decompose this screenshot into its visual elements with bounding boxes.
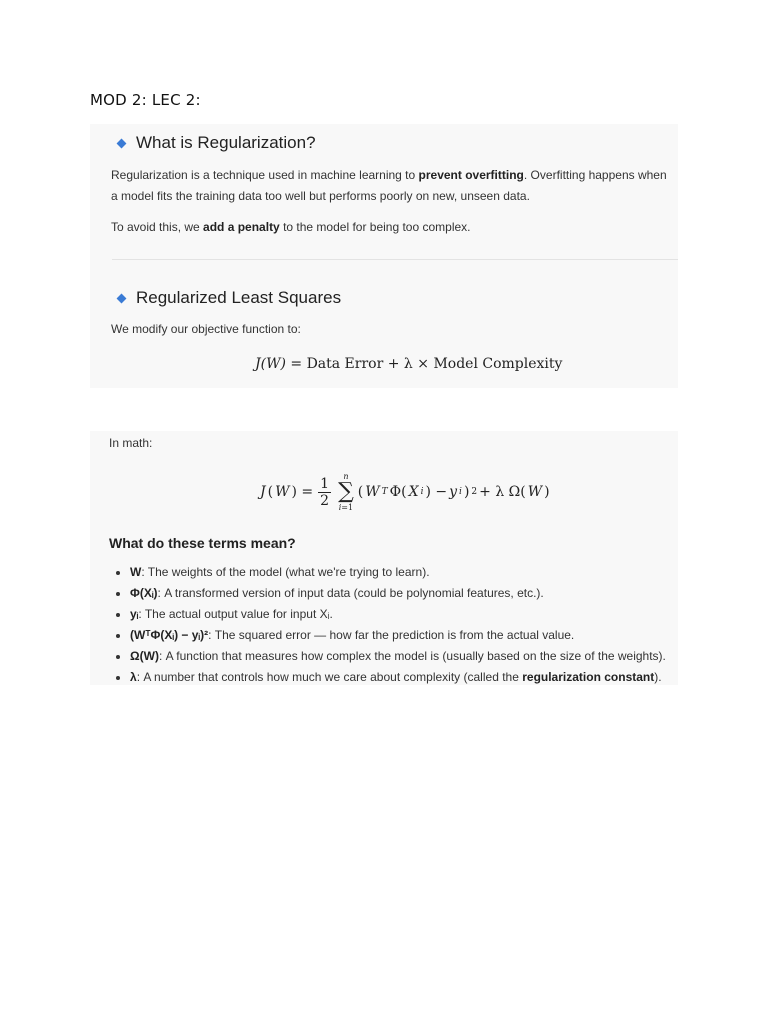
diamond-bullet-icon (117, 293, 127, 303)
term: W (130, 565, 142, 579)
list-item (111, 562, 671, 583)
desc: : The actual output value for input Xᵢ. (138, 607, 333, 621)
list-item (111, 646, 671, 667)
desc: : The weights of the model (what we're trying to learn). (141, 565, 430, 579)
bold-text: add a penalty (203, 220, 280, 234)
text: . Overfitting happens when a model fits the training data too well but performs poorly on new, unseen data. (111, 168, 667, 203)
term: Ω(W) (130, 649, 159, 663)
document-header: MOD 2: LEC 2: (90, 91, 201, 109)
fraction: $\frac{1}{2}$ (320, 475, 330, 509)
text: to the model for being too complex. (279, 220, 471, 234)
term: λ (130, 670, 137, 684)
paragraph-penalty (111, 217, 671, 238)
paragraph-in-math: In math: (109, 436, 153, 450)
formula-term: Data Error (306, 356, 384, 372)
list-item (111, 604, 671, 625)
list-item (111, 583, 671, 604)
paragraph-definition (111, 165, 671, 207)
terms-heading: What do these terms mean? (109, 535, 296, 551)
term: yᵢ (130, 607, 139, 621)
desc: : A number that controls how much we care about complexity (called the (136, 670, 523, 684)
section-title-regularization (118, 133, 316, 153)
bold-text: regularization constant (522, 670, 655, 684)
desc: : A function that measures how complex the model is (usually based on the size of the weights). (158, 649, 666, 663)
desc: : The squared error — how far the prediction is from the actual value. (208, 628, 575, 642)
list-item (111, 625, 671, 646)
math-formula: J ( W ) = $\frac{1}{2}$ n ∑ i=1 ( W T Φ( X i ) − y i ) 2 + λ Ω( W ) (260, 472, 550, 512)
text: Regularization is a technique used in machine learning to (111, 168, 419, 182)
text: To avoid this, we (111, 220, 204, 234)
divider (112, 259, 678, 260)
formula-term: Model Complexity (433, 356, 563, 372)
summation-icon: n ∑ i=1 (338, 472, 354, 512)
paragraph-objective-intro: We modify our objective function to: (111, 322, 301, 336)
formula-lhs: J(W) = (255, 356, 307, 372)
bold-text: prevent overfitting (418, 168, 524, 182)
term: Φ(Xᵢ) (130, 586, 158, 600)
term: (WᵀΦ(Xᵢ) − yᵢ)² (130, 628, 209, 642)
objective-formula (255, 356, 562, 372)
card-regularization (90, 124, 678, 388)
desc: ). (654, 670, 662, 684)
diamond-bullet-icon (117, 138, 127, 148)
section-title-text: Regularized Least Squares (136, 288, 342, 307)
section-title-text: What is Regularization? (136, 133, 316, 152)
section-title-least-squares (118, 288, 341, 308)
formula-operator: + λ × (383, 356, 434, 372)
terms-list (111, 562, 671, 688)
desc: : A transformed version of input data (could be polynomial features, etc.). (157, 586, 544, 600)
list-item (111, 667, 671, 688)
